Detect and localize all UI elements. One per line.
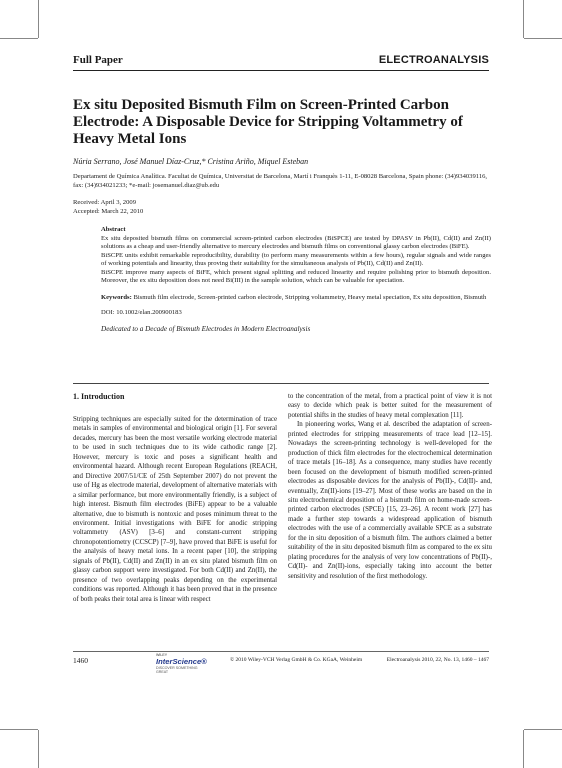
affiliation: Departament de Química Analítica. Facultat de Química, Universitat de Barcelona, Martí i Franquès 1-11, E-08028 Barcelona, Spain phone: (34)934039116, fax: (34)934021233; *e-mail: josemanuel.diaz@ub.edu [73, 173, 488, 189]
dedication: Dedicated to a Decade of Bismuth Electrodes in Modern Electroanalysis [101, 324, 311, 333]
header-rule [73, 70, 489, 71]
left-column [73, 392, 277, 604]
abstract-heading: Abstract [101, 226, 126, 233]
keywords-text: Bismuth film electrode, Screen-printed carbon electrode, Stripping voltammetry, Heavy metal speciation, Ex situ deposition, Bismuth [133, 293, 487, 301]
keywords-label: Keywords: [101, 293, 132, 301]
logo-wordmark: InterScience® [156, 657, 207, 666]
section-rule [73, 383, 489, 384]
crop-mark [0, 729, 38, 730]
abstract [101, 226, 491, 333]
journal-reference: Electroanalysis 2010, 22, No. 13, 1460 – 1467 [386, 657, 489, 663]
dates [73, 198, 143, 216]
logo-publisher: WILEY [156, 653, 168, 657]
copyright: © 2010 Wiley-VCH Verlag GmbH & Co. KGaA, Weinheim [230, 657, 363, 663]
received-date: Received: April 3, 2009 [73, 199, 136, 206]
page-number: 1460 [73, 656, 88, 665]
body-paragraph: In pioneering works, Wang et al. described the adaptation of screen-printed electrodes for stripping measurements of trace lead [12–15]. Nowadays the screen-printing technology is well-developed for the production of thick film electrodes for the electrochemical determination of trace metals [16–18]. As a consequence, many studies have recently been focused on the development of bismuth modified screen-printed electrodes as disposable devices for the analysis of Pb(II)-, Cd(II)- and, eventually, Zn(II)-ions [19–27]. Most of these works are based on the in situ electrochemical deposition of a bismuth film on home-made screen-printed carbon electrodes (SPCE) [15, 23–26]. A recent work [27] has made a further step towards a widespread application of bismuth electrodes with the use of a commercially available SPCE as a substrate for the in situ deposition of a bismuth film. The authors claimed a better suitability of the in situ deposited bismuth film as compared to the ex situ plating procedures for the analysis of very low concentrations of Pb(II)-, Cd(II)- and Zn(II)-ions, especially taking into account the better sensitivity and resolution of the first methodology. [288, 421, 492, 580]
crop-mark [0, 38, 38, 39]
crop-mark [524, 729, 562, 730]
doi: DOI: 10.1002/elan.200900183 [101, 309, 182, 316]
crop-mark [524, 38, 562, 39]
logo-tagline: DISCOVER SOMETHING GREAT [156, 666, 198, 674]
crop-mark [38, 0, 39, 38]
footer-rule [73, 651, 489, 652]
abstract-paragraph: BiSCPE improve many aspects of BiFE, which present signal splitting and reduced linearity and require polishing prior to bismuth deposition. Moreover, the ex situ deposition does not need Bi(III) in the sample solution, which can be valuable for speciation. [101, 268, 491, 284]
accepted-date: Accepted: March 22, 2010 [73, 208, 144, 215]
journal-name: ELECTROANALYSIS [378, 54, 489, 66]
interscience-logo [156, 653, 208, 674]
crop-mark [523, 0, 524, 38]
abstract-paragraph: Ex situ deposited bismuth films on commercial screen-printed carbon electrodes (BiSPCE) are tested by DPASV in Pb(II), Cd(II) and Zn(II) solutions as a cheap and user-friendly alternative to mercury electrodes and bismuth films on conventional glassy carbon electrodes (BiFE). [101, 234, 491, 250]
abstract-paragraph: BiSCPE units exhibit remarkable reproducibility, durability (to perform many measurements within a few hours), regular signals and wide ranges of working potentials and linearity, thus proving their suitability for the simultaneous analysis of Pb(II), Cd(II) and Zn(II). [101, 251, 491, 267]
section-label: Full Paper [73, 54, 123, 66]
section-heading: 1. Introduction [73, 392, 125, 401]
body-paragraph: Stripping techniques are especially suited for the determination of trace metals in samples of environmental and biological origin [1]. For several decades, mercury has been the most versatile working electrode material to be used in such techniques due to its wide cathodic range [2]. However, mercury is toxic and poses a significant health and environmental hazard. Although recent European Regulations (REACH, and Directive 2007/51/CE of 25th September 2007) do not prevent the use of Hg as electrode material, development of alternative materials with a similar performance, but more environmentally friendly, is a subject of high interest. Bismuth film electrodes (BiFE) appear to be a valuable alternative, due to bismuth is nontoxic and poses minimum threat to the environment. Initial investigations with BiFE for anodic stripping voltammetry (ASV) [3–6] and constant-current stripping chronopotentiometry (CCSCP) [7–9], have proved that BiFE is useful for the analysis of heavy metal ions. In a recent paper [10], the stripping signals of Pb(II), Cd(II) and Zn(II) in an ex situ plated bismuth film on glassy carbon support were investigated. For both Cd(II) and Zn(II), the presence of two overlapping peaks depending on the experimental conditions was reported. Although it has been proved that in the presence of both peaks their total area is linear with respect [73, 416, 277, 603]
body-paragraph: to the concentration of the metal, from a practical point of view it is not easy to decide which peak is better suited for the measurement of potential shifts in the studies of heavy metal complexation [11]. [288, 393, 492, 419]
article-title: Ex situ Deposited Bismuth Film on Screen-Printed Carbon Electrode: A Disposable Device for Stripping Voltammetry of Heavy Metal Ions [73, 97, 463, 147]
authors: Núria Serrano, José Manuel Díaz-Cruz,* Cristina Ariño, Miquel Esteban [73, 157, 309, 166]
crop-mark [38, 730, 39, 768]
right-column [288, 392, 492, 581]
keywords [101, 294, 491, 303]
crop-mark [523, 730, 524, 768]
